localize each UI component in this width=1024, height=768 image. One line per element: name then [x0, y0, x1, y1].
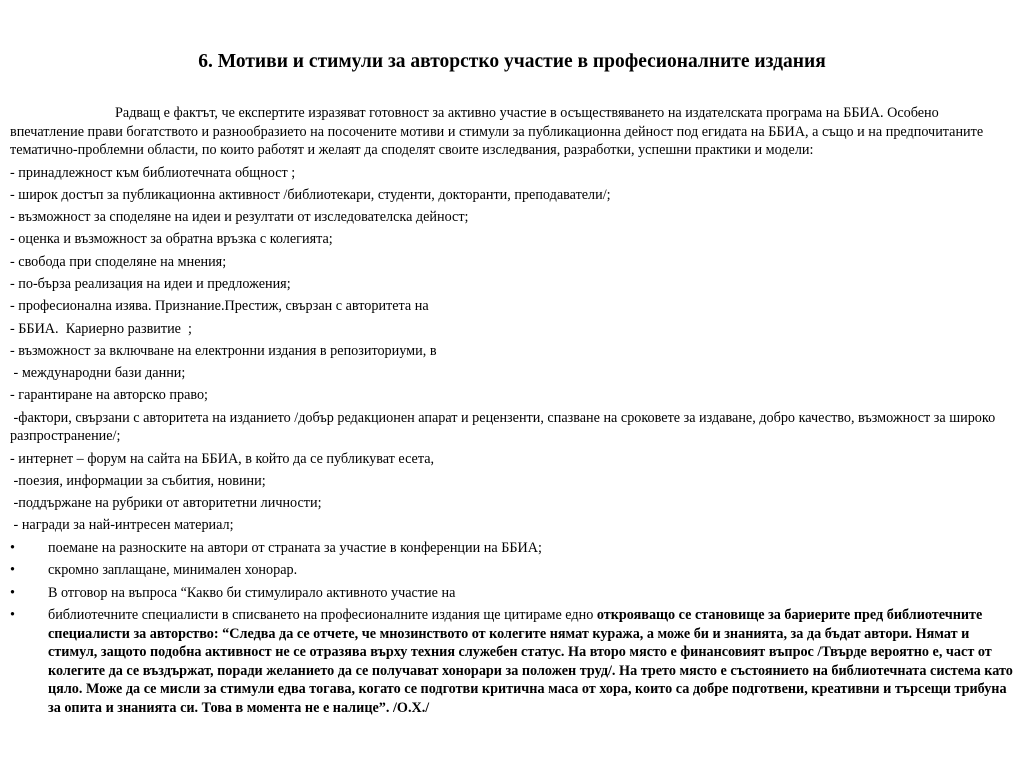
document-body — [10, 104, 1015, 721]
dash-list — [10, 164, 1015, 535]
list-item: - ББИА. Кариерно развитие ; — [10, 320, 192, 337]
bullet-icon: • — [10, 607, 15, 624]
bullet-item — [10, 561, 1015, 580]
intro-paragraph: Радващ е фактът, че експертите изразяват готовност за активно участие в осъществяването на издателската програма на ББИА. Особено впечатление прави богатството и разнообразието на посочените мотиви и стимули за публикационна дейност под егидата на ББИА, а също и на предпочитаните тематично-проблемни области, по които работят и желаят да споделят своите изследвания, разработки, успешни практики и модели: — [10, 105, 984, 158]
bullet-text: поемане на разноските на автори от страната за участие в конференции на ББИА; — [48, 539, 542, 556]
list-item: - възможност за споделяне на идеи и резултати от изследователска дейност; — [10, 209, 469, 226]
list-item: - принадлежност към библиотечната общност ; — [10, 164, 296, 181]
list-item: - интернет – форум на сайта на ББИА, в който да се публикуват есета, — [10, 450, 435, 467]
quoted-opinion: открояващо се становище за бариерите пред библиотечните специалисти за авторство: “Следва да се отчете, че мнозинството от колегите нямат куража, а може би и знанията, за да бъдат автори. Нямат и стимул, защото подобна активност не се отразява върху техния служебен статус. На второ място е финансовият въпрос /Твърде вероятно е, част от колегите да се въздържат, поради желанието да се получават хонорари за положен труд/. На трето място е състоянието на библиотечната система като цяло. Може да се мисли за стимули едва тогава, когато се подготви критична маса от хора, които са добре подготвени, креативни и търсещи трибуна за опита и знанията си. Това в момента не е налице”. /О.Х./ — [48, 607, 1013, 716]
bullet-text: скромно заплащане, минимален хонорар. — [48, 562, 298, 579]
bullet-item — [10, 606, 1015, 717]
bullet-item — [10, 539, 1015, 558]
bullet-item — [10, 584, 1015, 603]
bullet-icon: • — [10, 539, 15, 556]
list-item: -поддържане на рубрики от авторитетни личности; — [10, 495, 322, 512]
bullet-text: В отговор на въпроса “Какво би стимулирало активното участие на — [48, 584, 456, 601]
list-item: - по-бърза реализация на идеи и предложения; — [10, 275, 291, 292]
list-item: - награди за най-интресен материал; — [10, 517, 234, 534]
list-item: - професионална изява. Признание.Престиж, свързан с авторитета на — [10, 298, 429, 315]
list-item: - широк достъп за публикационна активност /библиотекари, студенти, докторанти, преподаватели/; — [10, 186, 611, 203]
list-item: - възможност за включване на електронни издания в репозиториуми, в — [10, 342, 437, 359]
list-item: - международни бази данни; — [10, 365, 186, 382]
bullet-list — [10, 539, 1015, 718]
list-item: - гарантиране на авторско право; — [10, 387, 209, 404]
bullet-icon: • — [10, 562, 15, 579]
list-item: -поезия, информации за събития, новини; — [10, 472, 266, 489]
list-item: -фактори, свързани с авторитета на изданието /добър редакционен апарат и рецензенти, спазване на сроковете за издаване, добро качество, възможност за широко разпространение/; — [10, 409, 999, 445]
bullet-text: библиотечните специалисти в списването на професионалните издания ще цитираме едно — [48, 607, 597, 624]
page-title: 6. Мотиви и стимули за авторстко участие в професионалните издания — [198, 51, 826, 72]
bullet-icon: • — [10, 584, 15, 601]
list-item: - свобода при споделяне на мнения; — [10, 253, 227, 270]
list-item: - оценка и възможност за обратна връзка с колегията; — [10, 231, 333, 248]
